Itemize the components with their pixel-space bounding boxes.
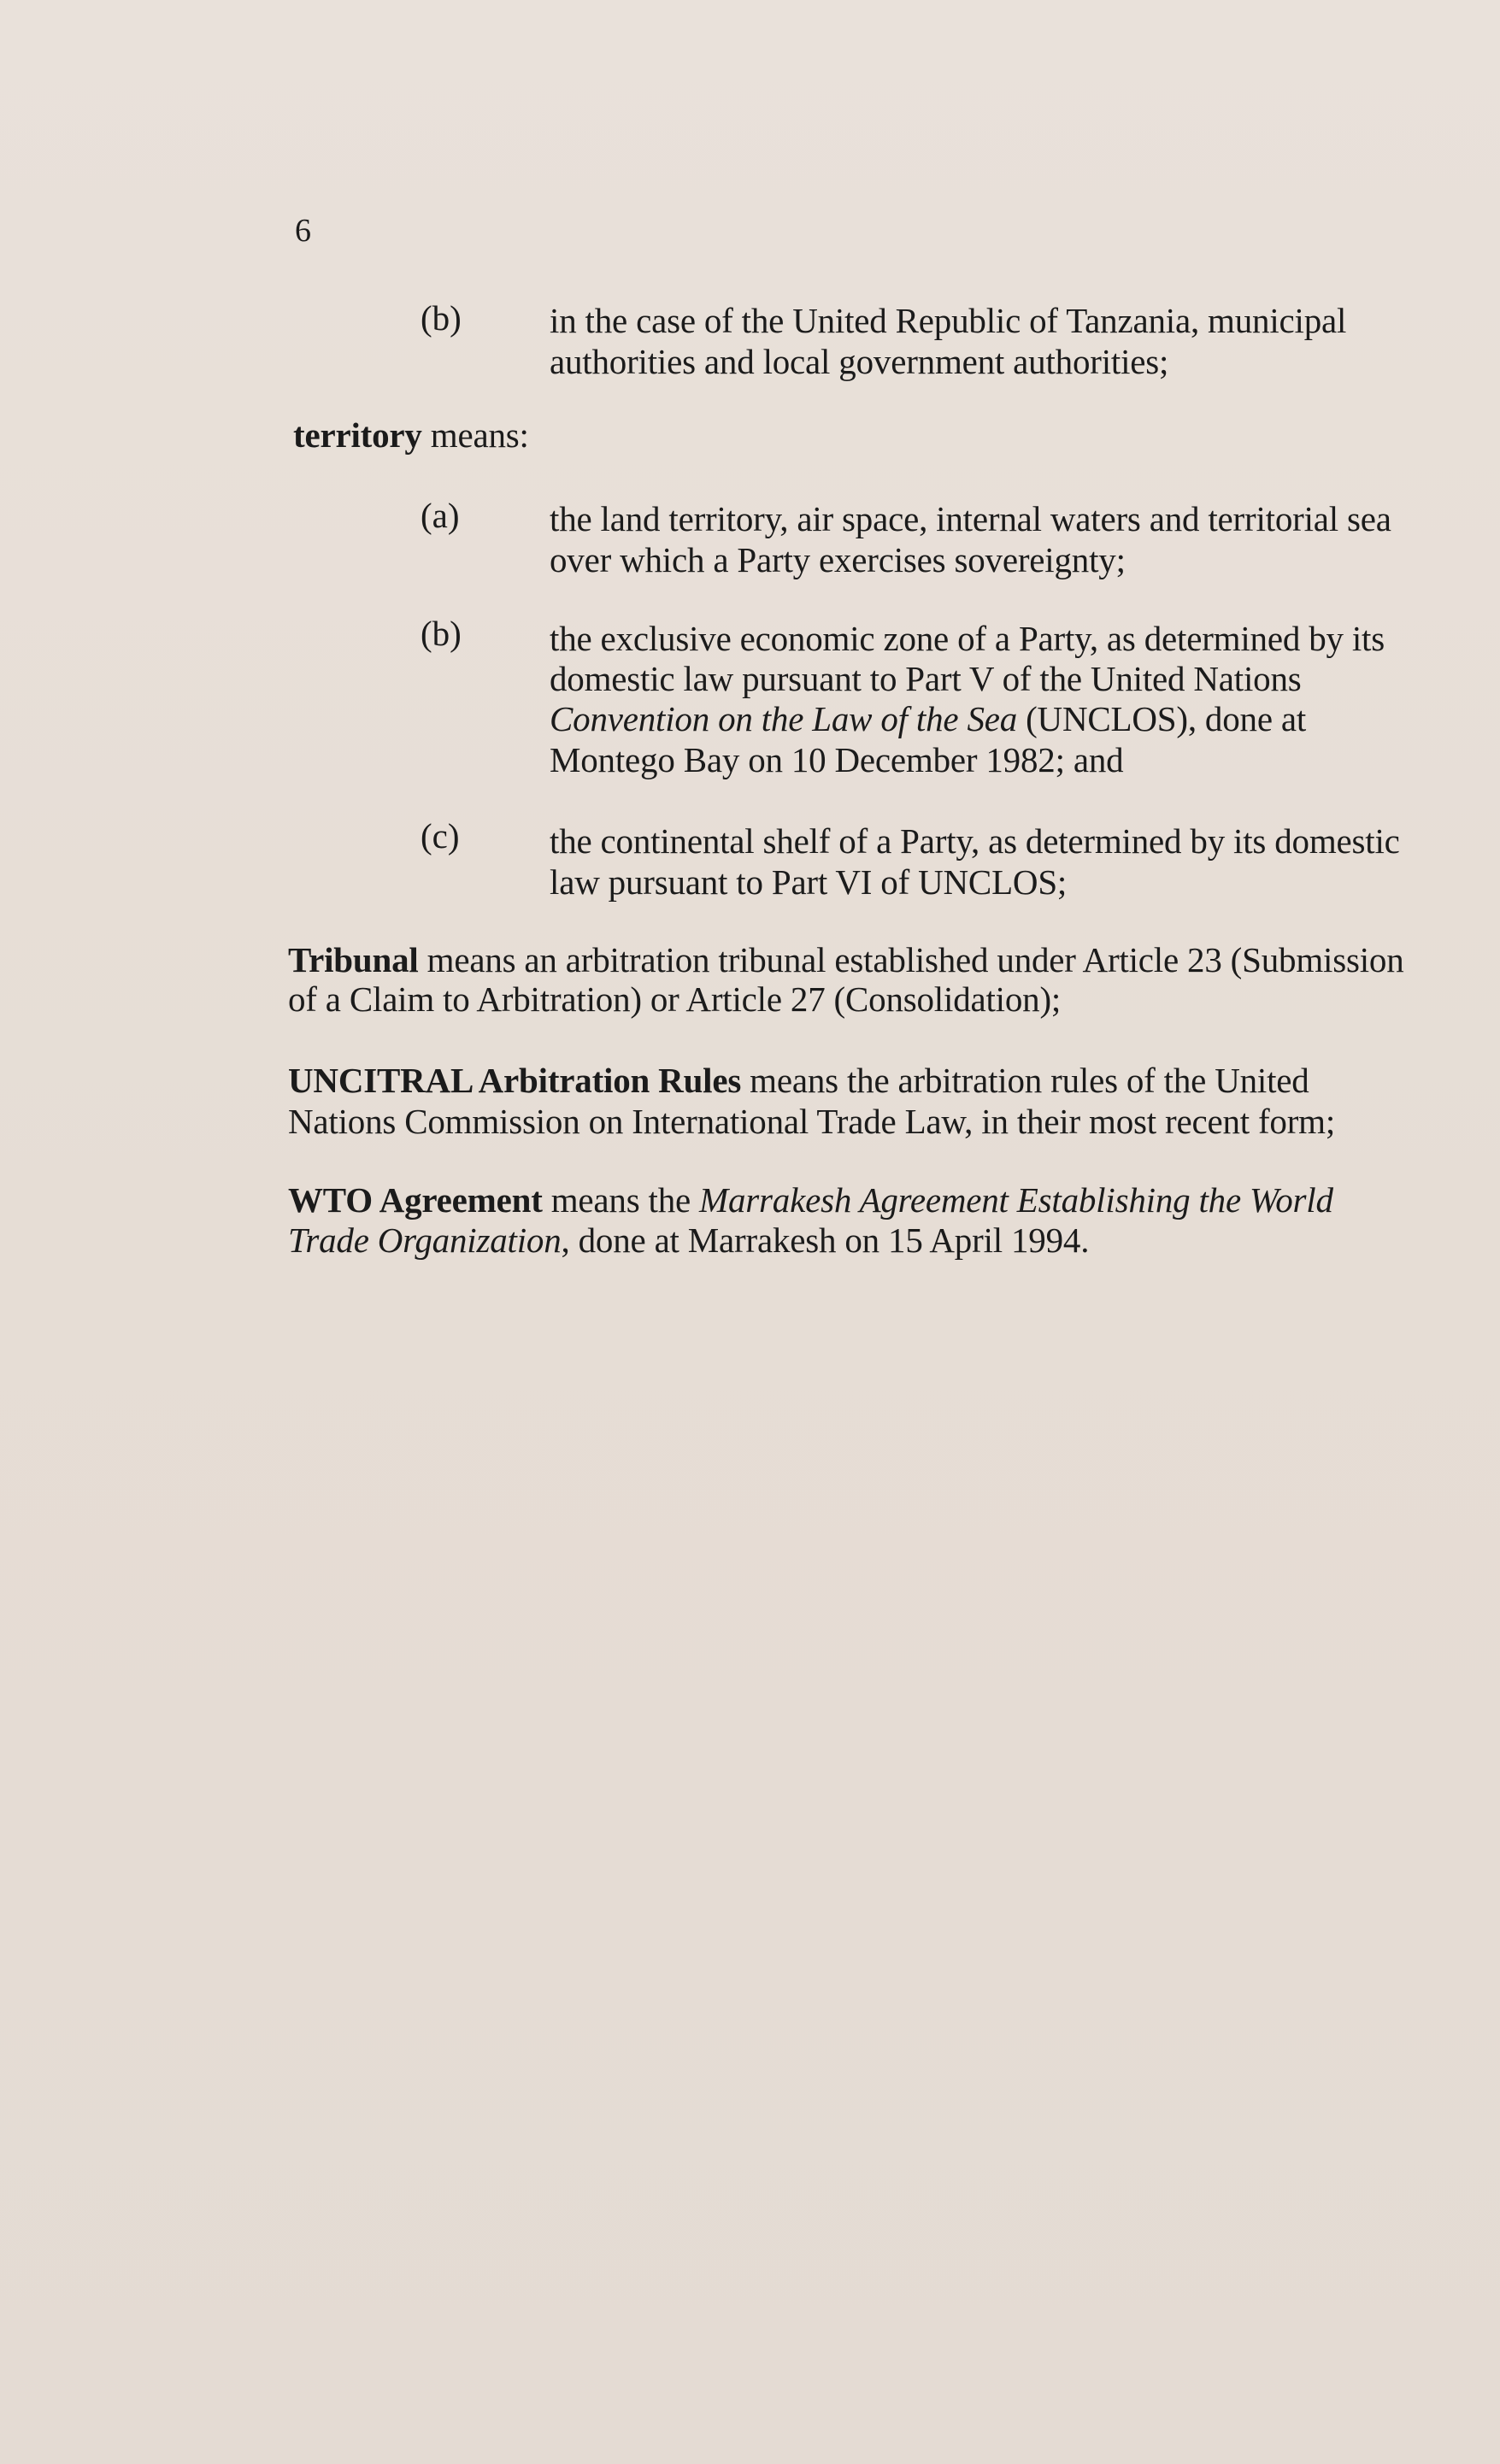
definition-intro: means:	[421, 415, 529, 455]
territory-b-line-1: the exclusive economic zone of a Party, as determined by its	[550, 619, 1385, 658]
convention-title: Convention on the Law of the Sea	[550, 699, 1018, 738]
agreement-title-cont: Trade Organization	[288, 1220, 562, 1260]
territory-b-line-3	[550, 699, 1306, 739]
territory-c-line-1: the continental shelf of a Party, as determined by its domestic	[550, 821, 1400, 861]
definition-uncitral-line-1	[288, 1061, 1309, 1101]
definition-territory-heading	[293, 415, 529, 456]
item-label-b: (b)	[421, 298, 462, 338]
defined-term: UNCITRAL Arbitration Rules	[288, 1061, 742, 1100]
territory-b-line-2: domestic law pursuant to Part V of the United Nations	[550, 659, 1302, 698]
territory-a-line-2: over which a Party exercises sovereignty;	[550, 540, 1126, 579]
definition-wto-line-2	[288, 1220, 1089, 1261]
territory-c-line-2: law pursuant to Part VI of UNCLOS;	[550, 862, 1068, 902]
item-label-a: (a)	[421, 496, 460, 535]
item-b-line-1: in the case of the United Republic of Tanzania, municipal	[550, 301, 1347, 340]
defined-term: WTO Agreement	[288, 1180, 543, 1220]
definition-uncitral-line-2: Nations Commission on International Trade Law, in their most recent form;	[288, 1102, 1336, 1141]
defined-term: Tribunal	[288, 940, 419, 979]
defined-term: territory	[293, 415, 422, 455]
territory-a-line-1: the land territory, air space, internal waters and territorial sea	[550, 499, 1391, 538]
definition-text: means the	[542, 1180, 700, 1220]
definition-wto-line-1	[288, 1180, 1333, 1220]
agreement-title: Marrakesh Agreement Establishing the World	[699, 1180, 1333, 1220]
definition-text: , done at Marrakesh on 15 April 1994.	[561, 1220, 1090, 1260]
definition-tribunal-line-2: of a Claim to Arbitration) or Article 27 (Consolidation);	[288, 979, 1062, 1019]
item-b-line-2: authorities and local government authorities;	[550, 342, 1169, 381]
item-label-c: (c)	[421, 816, 460, 856]
item-label-b: (b)	[421, 614, 462, 653]
territory-b-line-3-rest: (UNCLOS), done at	[1017, 699, 1307, 738]
definition-text: means an arbitration tribunal established under Article 23 (Submission	[418, 940, 1404, 979]
definition-text: means the arbitration rules of the United	[741, 1061, 1309, 1100]
definition-tribunal-line-1	[288, 940, 1404, 980]
territory-b-line-4: Montego Bay on 10 December 1982; and	[550, 740, 1124, 779]
page-number: 6	[295, 213, 311, 249]
